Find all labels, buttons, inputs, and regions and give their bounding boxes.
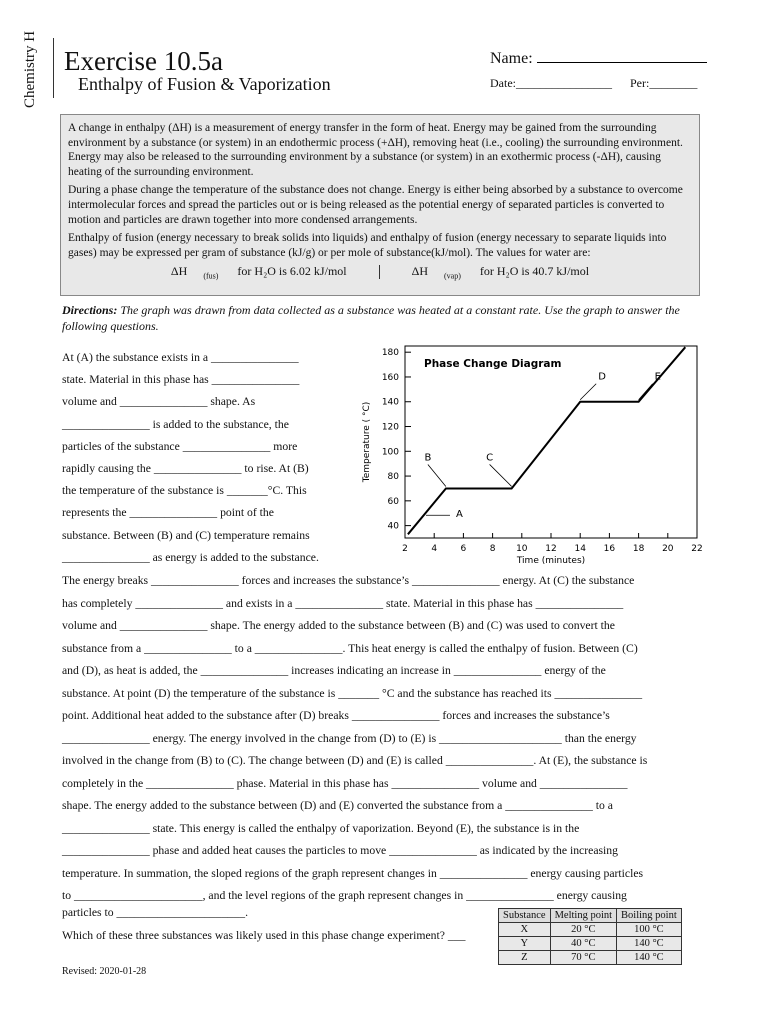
- point-d-arrow: [580, 384, 596, 400]
- final-line: particles to ______________________.: [62, 906, 249, 919]
- question-line: substance. Between (B) and (C) temperature remains: [62, 528, 310, 542]
- intro-box: [60, 114, 700, 296]
- point-c-label: C: [486, 452, 494, 464]
- fusion-value: ΔH $_{(fus)}$ for H₂O is 6.02 kJ/mol: [170, 264, 347, 281]
- x-tick-label: 2: [402, 544, 408, 554]
- body-line: shape. The energy added to the substance between (D) and (E) converted the substance from a _______________ to a: [62, 799, 613, 812]
- subject-label: Chemistry H: [22, 30, 38, 108]
- y-tick-label: 180: [381, 348, 399, 359]
- body-line: has completely _______________ and exists in a _______________ state. Material in this phase has _______________: [62, 596, 624, 610]
- point-a-label: A: [455, 509, 463, 521]
- question-line: the temperature of the substance is _______°C. This: [62, 484, 307, 498]
- body-line: point. Additional heat added to the substance after (D) breaks _______________ forces and increases the substance’s: [62, 709, 610, 722]
- final-line: Which of these three substances was likely used in this phase change experiment? ___: [62, 928, 466, 942]
- table-cell: 40 °C: [550, 937, 616, 951]
- x-tick-label: 12: [545, 544, 557, 554]
- table-cell: 140 °C: [617, 937, 682, 951]
- phase-change-chart: [345, 338, 715, 570]
- table-cell: Z: [499, 951, 551, 965]
- x-tick-label: 8: [489, 544, 496, 554]
- question-line: state. Material in this phase has _______________: [62, 373, 300, 387]
- point-b-label: B: [424, 452, 432, 464]
- y-tick-label: 100: [381, 447, 399, 458]
- directions-label: Directions:: [62, 303, 118, 317]
- y-tick-label: 120: [381, 422, 399, 433]
- chart-title: Phase Change Diagram: [424, 358, 562, 370]
- x-tick-label: 20: [662, 544, 674, 554]
- name-blank[interactable]: [537, 48, 707, 63]
- body-line: completely in the _______________ phase. Material in this phase has _______________ volume and _______________: [62, 776, 628, 790]
- question-line: volume and _______________ shape. As: [62, 395, 256, 409]
- intro-paragraph-1: A change in enthalpy (ΔH) is a measurement of energy transfer in the form of heat. Energy may be gained from the surrounding environment by a substance (or system) in an endothermic process (+ΔH), removing heat (i.e., cooling) the surrounding environment. Energy may also be released to the surrounding environment by a substance (or system) in an exothermic process (-ΔH), causing heating of the surrounding environment.: [68, 122, 683, 178]
- per-label[interactable]: Per:________: [630, 76, 698, 90]
- intro-paragraph-3: Enthalpy of fusion (energy necessary to break solids into liquids) and enthalpy of fusion (energy necessary to separate liquids into gases) may be expressed per gram of substance (kJ/g) or per mole of substance(kJ/mol). The values for water are:: [68, 232, 667, 259]
- table-row: [499, 923, 682, 937]
- vaporization-value: ΔH $_{(vap)}$ for H₂O is 40.7 kJ/mol: [411, 264, 590, 281]
- left-question-column: [62, 347, 362, 569]
- date-label[interactable]: Date:________________: [490, 76, 612, 90]
- y-tick-label: 40: [387, 521, 399, 532]
- body-line: temperature. In summation, the sloped regions of the graph represent changes in _______________ energy causing particles: [62, 866, 644, 880]
- date-per-fields[interactable]: [490, 76, 697, 91]
- table-row: [499, 951, 682, 965]
- heating-curve-line: [408, 347, 685, 534]
- plot-frame: [405, 346, 697, 538]
- table-cell: X: [499, 923, 551, 937]
- header-divider: [53, 38, 54, 98]
- intro-paragraph-2: During a phase change the temperature of the substance does not change. Energy is either being absorbed by a substance to overcome intermolecular forces and spread the particles out or is being released as the potential energy of separated particles is converted to motion and particles are drawn together into more condensed arrangements.: [68, 184, 683, 226]
- table-header: Melting point: [550, 909, 616, 923]
- body-line: to ______________________, and the level regions of the graph represent changes in _______________ energy causing: [62, 889, 627, 902]
- table-cell: Y: [499, 937, 551, 951]
- y-tick-label: 160: [381, 372, 399, 383]
- table-header: Substance: [499, 909, 551, 923]
- point-d-label: D: [598, 371, 606, 383]
- point-b-arrow: [428, 464, 446, 486]
- body-line: volume and _______________ shape. The energy added to the substance between (B) and (C) was used to convert the: [62, 619, 615, 632]
- body-line: substance from a _______________ to a _______________. This heat energy is called the enthalpy of fusion. Between (C): [62, 641, 638, 655]
- y-axis-label: Temperature ( °C): [362, 401, 372, 483]
- table-header-row: [499, 909, 682, 923]
- x-tick-label: 22: [691, 544, 703, 554]
- question-line: rapidly causing the _______________ to rise. At (B): [62, 462, 309, 476]
- revised-date: Revised: 2020-01-28: [62, 966, 147, 977]
- question-line: represents the _______________ point of the: [62, 506, 274, 520]
- table-row: [499, 937, 682, 951]
- y-tick-label: 140: [381, 397, 399, 408]
- body-line: _______________ state. This energy is called the enthalpy of vaporization. Beyond (E), the substance is in the: [62, 821, 580, 835]
- name-field[interactable]: [490, 48, 707, 68]
- table-cell: 20 °C: [550, 923, 616, 937]
- enthalpy-values: [68, 264, 692, 284]
- point-e-label: E: [654, 371, 661, 383]
- directions-text: The graph was drawn from data collected as a substance was heated at a constant rate. Use the graph to answer the following questions.: [62, 303, 680, 333]
- point-e-arrow: [639, 384, 653, 400]
- body-line: involved in the change from (B) to (C). The change between (D) and (E) is called _______________. At (E), the substance is: [62, 754, 648, 767]
- question-line: At (A) the substance exists in a _______________: [62, 351, 299, 364]
- question-line: _______________ as energy is added to the substance.: [62, 550, 319, 564]
- table-cell: 100 °C: [617, 923, 682, 937]
- substance-table: [498, 908, 682, 965]
- question-line: _______________ is added to the substance, the: [62, 417, 289, 431]
- table-cell: 140 °C: [617, 951, 682, 965]
- name-label: Name:: [490, 50, 533, 67]
- x-tick-label: 10: [516, 544, 528, 554]
- x-axis-label: Time (minutes): [516, 556, 586, 566]
- body-paragraph: [62, 570, 710, 908]
- x-tick-label: 6: [460, 544, 467, 554]
- body-line: and (D), as heat is added, the _______________ increases indicating an increase in _______________ energy of the: [62, 664, 606, 677]
- x-tick-label: 4: [431, 544, 438, 554]
- directions: [62, 302, 702, 334]
- page-title: Exercise 10.5a: [64, 46, 223, 76]
- y-tick-label: 60: [387, 496, 399, 507]
- body-line: substance. At point (D) the temperature of the substance is _______ °C and the substance has reached its _______________: [62, 686, 643, 700]
- point-c-arrow: [490, 464, 512, 486]
- y-tick-label: 80: [387, 472, 399, 483]
- table-cell: 70 °C: [550, 951, 616, 965]
- x-tick-label: 18: [632, 544, 645, 554]
- question-line: particles of the substance _______________ more: [62, 439, 298, 453]
- body-line: _______________ phase and added heat causes the particles to move _______________ as indicated by the increasing: [62, 844, 618, 857]
- table-header: Boiling point: [617, 909, 682, 923]
- x-tick-label: 14: [574, 544, 586, 554]
- page-subtitle: Enthalpy of Fusion & Vaporization: [78, 74, 331, 94]
- body-line: The energy breaks _______________ forces and increases the substance’s _______________ energy. At (C) the substance: [62, 574, 635, 587]
- body-line: _______________ energy. The energy involved in the change from (D) to (E) is _____________________ than the energy: [62, 731, 637, 745]
- x-tick-label: 16: [603, 544, 616, 554]
- final-questions: [62, 902, 502, 947]
